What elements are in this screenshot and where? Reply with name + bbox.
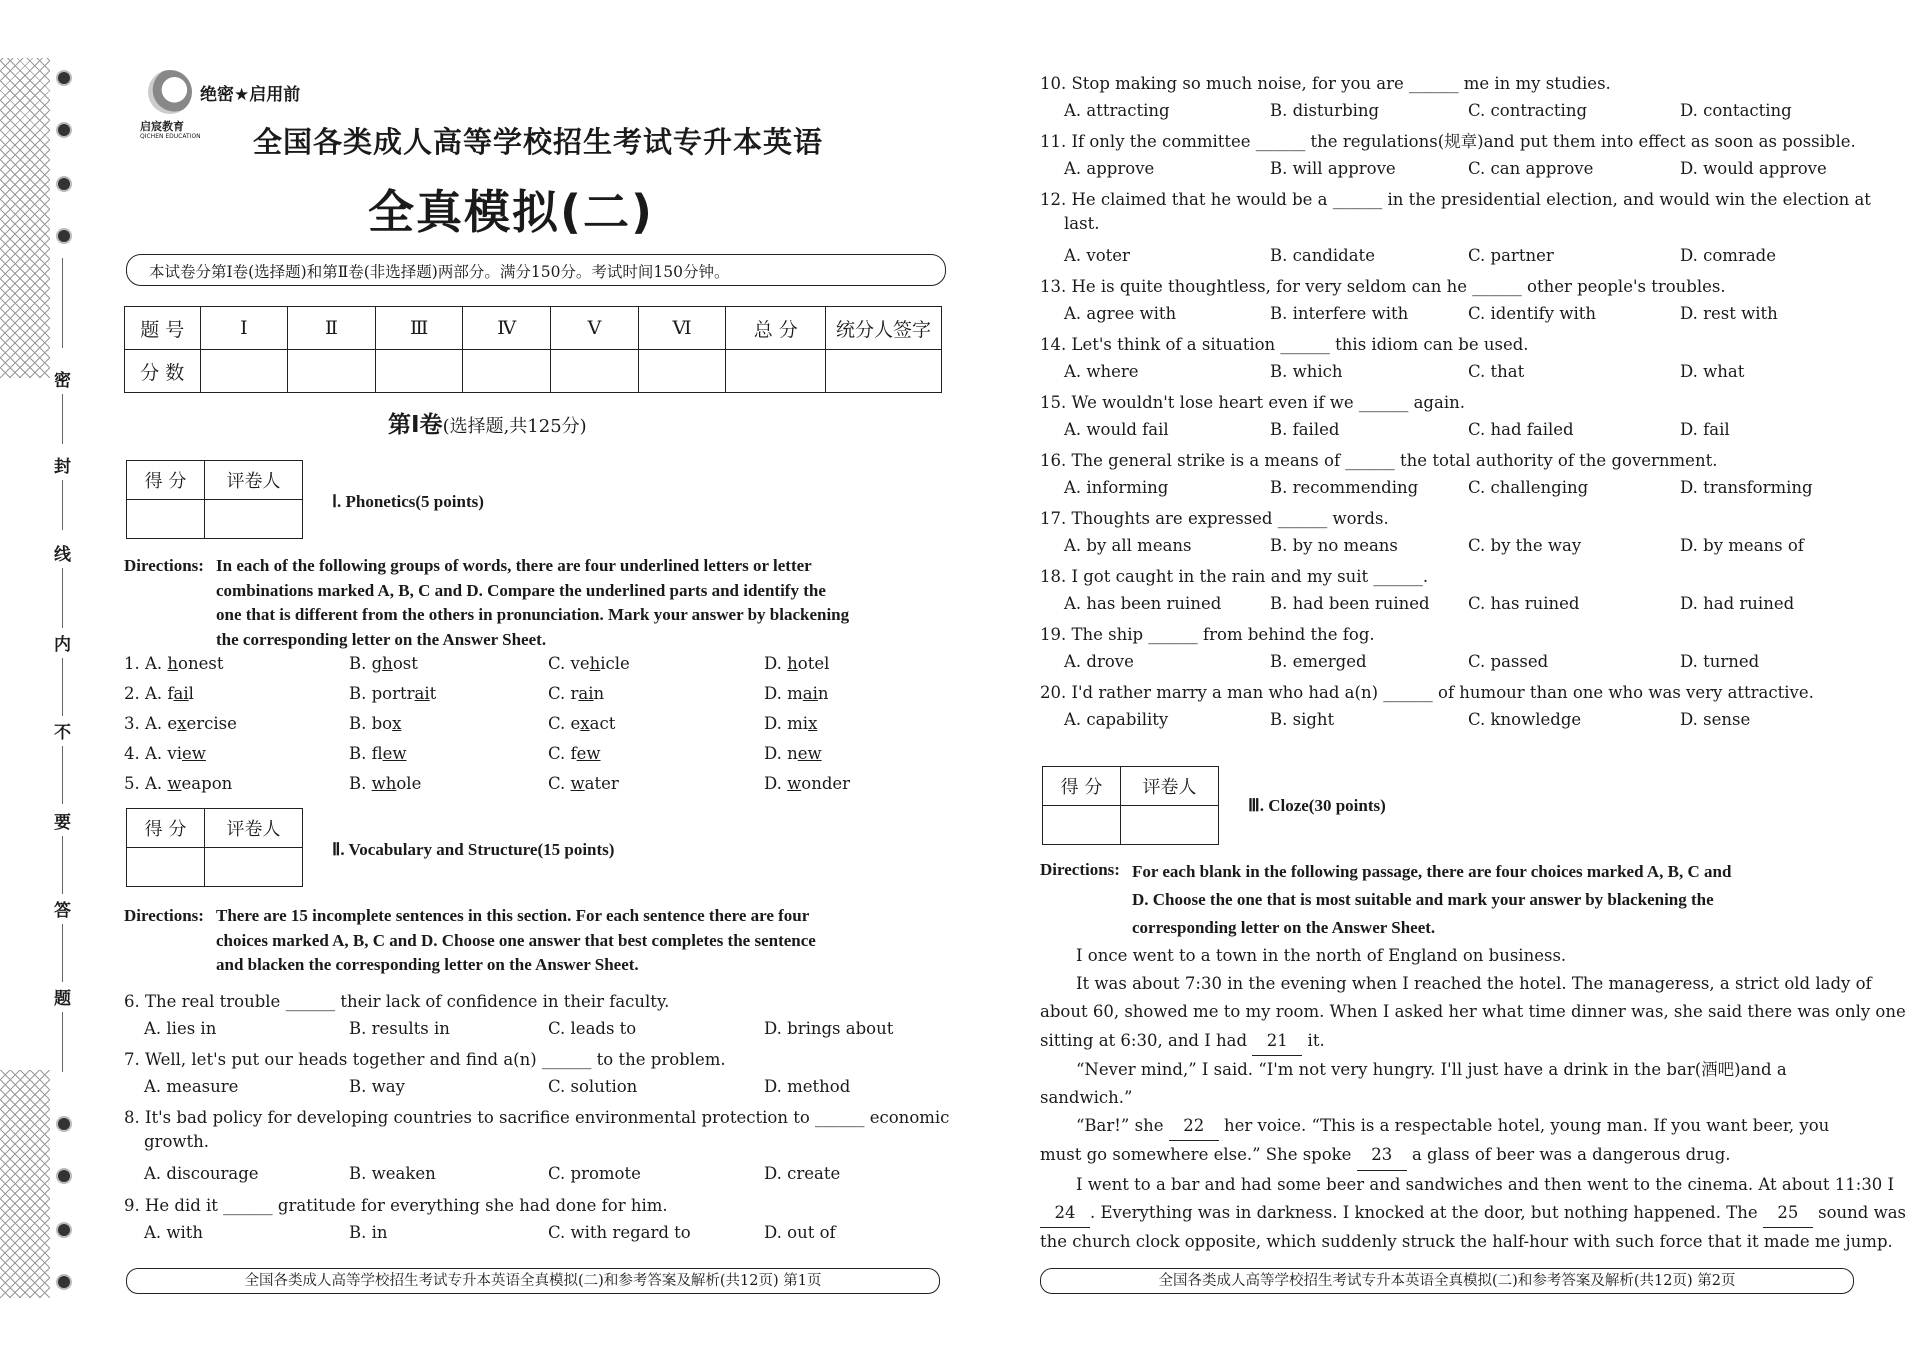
option-c: [548, 742, 601, 766]
score-cell: Ⅵ: [638, 307, 726, 350]
item-number: 3. A.: [124, 714, 168, 733]
question-item: [1040, 681, 1862, 739]
grader-input[interactable]: [1121, 806, 1219, 845]
passage-line: the church clock opposite, which suddenly struck the half-hour with such force that it made me jump.: [1040, 1232, 1893, 1252]
binding-strip: [0, 58, 80, 1298]
grader-input[interactable]: [1043, 806, 1121, 845]
question-item: [1040, 391, 1862, 449]
seal-char: 题: [54, 989, 71, 1009]
word-part: n: [817, 684, 829, 703]
word-part: D.: [764, 774, 788, 793]
option-c: C. leads to: [548, 1019, 637, 1038]
underlined-part: ai: [578, 684, 594, 703]
underlined-part: ai: [173, 684, 189, 703]
cloze-passage: [1040, 942, 1907, 1256]
question-text: 20. I'd rather marry a man who had a(n) ______ of humour than one who was very attractive.: [1040, 683, 1814, 702]
exam-notice: 本试卷分第Ⅰ卷(选择题)和第Ⅱ卷(非选择题)两部分。满分150分。考试时间150分钟。: [149, 263, 730, 281]
page-2: [1030, 58, 1907, 1298]
score-cell: Ⅰ: [200, 307, 288, 350]
option-c: C. solution: [548, 1077, 638, 1096]
word-part: onder: [801, 774, 851, 793]
question-text: 9. He did it ______ gratitude for everything she had done for him.: [124, 1196, 668, 1215]
question-text: 12. He claimed that he would be a ______ in the presidential election, and would win the election at: [1040, 190, 1871, 209]
option-a: A. where: [1064, 362, 1139, 381]
passage-line: about 60, showed me to my room. When I asked her what time dinner was, she said there was only one: [1040, 1002, 1906, 1022]
question-item: [1040, 333, 1862, 391]
question-item: [1040, 565, 1862, 623]
grader-box: [126, 808, 303, 887]
phonetics-item: [124, 772, 944, 802]
phonetics-list: [124, 652, 944, 802]
score-input-cell[interactable]: [826, 350, 942, 393]
passage-text: her voice. “This is a respectable hotel, young man. If you want beer, you: [1223, 1116, 1830, 1136]
seal-char: 要: [54, 813, 71, 833]
notice-box: [126, 254, 946, 286]
option-c: C. identify with: [1468, 304, 1596, 323]
score-input-cell[interactable]: [375, 350, 463, 393]
option-c: C. partner: [1468, 246, 1554, 265]
option-a: A. discourage: [144, 1164, 259, 1183]
word-part: ercise: [186, 714, 237, 733]
question-text: 15. We wouldn't lose heart even if we ______ again.: [1040, 393, 1465, 412]
passage-text: sound was: [1818, 1202, 1907, 1222]
directions-line: D. Choose the one that is most suitable and mark your answer by blackening the: [1132, 890, 1714, 909]
score-input-cell[interactable]: [726, 350, 826, 393]
passage-line: “Never mind,” I said. “I'm not very hungry. I'll just have a drink in the bar(酒吧)and a: [1076, 1059, 1787, 1079]
directions-line: and blacken the corresponding letter on the Answer Sheet.: [216, 955, 639, 974]
option-c: C. knowledge: [1468, 710, 1582, 729]
seal-char: 封: [54, 457, 71, 477]
option-c: C. by the way: [1468, 536, 1582, 555]
option-b: [349, 712, 401, 736]
word-part: C. e: [548, 714, 581, 733]
page-footer: 全国各类成人高等学校招生考试专升本英语全真模拟(二)和参考答案及解析(共12页) 第2页: [1040, 1268, 1854, 1294]
option-c: [548, 712, 615, 736]
option-d: D. what: [1680, 362, 1745, 381]
cloze-blank-25[interactable]: 25: [1763, 1199, 1813, 1228]
page-1: [118, 58, 948, 1298]
page-footer: 全国各类成人高等学校招生考试专升本英语全真模拟(二)和参考答案及解析(共12页) 第1页: [126, 1268, 940, 1294]
option-b: B. results in: [349, 1019, 450, 1038]
question-text: 8. It's bad policy for developing countries to sacrifice environmental protection to ______ economic: [124, 1108, 950, 1127]
score-row-label: 分 数: [125, 350, 201, 393]
option-d: D. sense: [1680, 710, 1751, 729]
word-part: ater: [584, 774, 619, 793]
question-item: [1040, 449, 1862, 507]
binding-dash: [62, 836, 63, 894]
option-d: D. rest with: [1680, 304, 1778, 323]
section-3-title: Ⅲ. Cloze(30 points): [1248, 796, 1386, 815]
option-c: [548, 682, 604, 706]
directions-line: In each of the following groups of words, there are four underlined letters or letter: [216, 556, 812, 575]
question-text-cont: last.: [1064, 214, 1100, 233]
grader-input[interactable]: [127, 848, 205, 887]
word-part: C. ve: [548, 654, 590, 673]
option-d: [764, 772, 850, 796]
seal-char: 答: [54, 901, 71, 921]
phonetics-item: [124, 712, 944, 742]
option-a: A. attracting: [1064, 101, 1170, 120]
directions-line: the corresponding letter on the Answer Sheet.: [216, 629, 547, 649]
cloze-blank-23[interactable]: 23: [1357, 1141, 1407, 1170]
passage-line: [1040, 1199, 1907, 1228]
volume-title: 第Ⅰ卷: [388, 412, 443, 438]
option-a: A. lies in: [144, 1019, 217, 1038]
word-part: B.: [349, 654, 372, 673]
seal-char: 线: [54, 545, 71, 565]
binding-hole: [58, 178, 70, 190]
word-part: ole: [396, 774, 422, 793]
option-b: B. candidate: [1270, 246, 1375, 265]
section-1-directions-label: Directions:: [124, 556, 204, 575]
option-b: B. by no means: [1270, 536, 1398, 555]
logo-text: 启宸教育: [140, 120, 184, 133]
option-b: B. emerged: [1270, 652, 1367, 671]
directions-line: For each blank in the following passage, there are four choices marked A, B, C and: [1132, 862, 1732, 881]
word-part: D. n: [764, 744, 798, 763]
word-part: vi: [167, 744, 183, 763]
option-c: C. had failed: [1468, 420, 1574, 439]
directions-line: one that is different from the others in pronunciation. Mark your answer by blackening: [216, 605, 850, 624]
score-table-header: [125, 307, 942, 350]
score-cell: 题 号: [125, 307, 201, 350]
option-d: D. by means of: [1680, 536, 1804, 555]
binding-hatch-bottom: [0, 1070, 50, 1298]
grader-label: 评卷人: [205, 809, 303, 848]
section-2-directions: [216, 904, 942, 978]
score-input-cell[interactable]: [551, 350, 639, 393]
option-a: A. would fail: [1064, 420, 1169, 439]
option-b: B. way: [349, 1077, 405, 1096]
passage-line: [1040, 1112, 1862, 1141]
option-a: A. measure: [144, 1077, 239, 1096]
section-1-directions: [216, 554, 942, 652]
option-c: C. contracting: [1468, 101, 1588, 120]
score-input-cell[interactable]: [463, 350, 551, 393]
option-d: [764, 742, 822, 766]
question-text: 11. If only the committee ______ the regulations(规章)and put them into effect as soon as possible.: [1040, 132, 1856, 151]
option-b: [349, 652, 418, 676]
binding-hole: [58, 1118, 70, 1130]
binding-dash: [62, 658, 63, 716]
question-item: [124, 1048, 944, 1106]
score-cell: 总 分: [726, 307, 826, 350]
passage-line: [1040, 1141, 1862, 1170]
option-b: B. had been ruined: [1270, 594, 1430, 613]
word-part: otel: [797, 654, 830, 673]
option-c: [548, 772, 619, 796]
option-c: C. promote: [548, 1164, 641, 1183]
section-2-directions-label: Directions:: [124, 906, 204, 925]
binding-dash: [62, 746, 63, 804]
word-part: eapon: [181, 774, 233, 793]
directions-line: There are 15 incomplete sentences in this section. For each sentence there are four: [216, 906, 810, 925]
confidential-label: 绝密★启用前: [200, 85, 301, 105]
underlined-part: w: [570, 774, 585, 793]
word-part: B. fl: [349, 744, 383, 763]
binding-dash: [62, 1012, 63, 1072]
passage-line: I went to a bar and had some beer and sandwiches and then went to the cinema. At about 11:30 I: [1076, 1174, 1895, 1194]
question-text: 10. Stop making so much noise, for you are ______ me in my studies.: [1040, 74, 1611, 93]
underlined-part: ew: [182, 744, 206, 763]
word-part: t: [429, 684, 437, 703]
directions-line: choices marked A, B, C and D. Choose one answer that best completes the sentence: [216, 930, 816, 950]
binding-dash: [62, 394, 63, 444]
option-d: D. would approve: [1680, 159, 1827, 178]
option-d: D. method: [764, 1077, 851, 1096]
item-number: 2. A.: [124, 684, 168, 703]
question-text: 17. Thoughts are expressed ______ words.: [1040, 509, 1389, 528]
underlined-part: x: [177, 714, 187, 733]
option-b: [349, 742, 407, 766]
option-b: B. which: [1270, 362, 1343, 381]
option-b: B. disturbing: [1270, 101, 1380, 120]
question-text: 6. The real trouble ______ their lack of confidence in their faculty.: [124, 992, 670, 1011]
underlined-part: ai: [802, 684, 818, 703]
question-item: [1040, 623, 1862, 681]
underlined-part: x: [392, 714, 402, 733]
word-part: C. f: [548, 744, 577, 763]
score-input-cell[interactable]: [638, 350, 726, 393]
word-part: B. portr: [349, 684, 415, 703]
item-number: 1. A.: [124, 654, 168, 673]
option-a: A. by all means: [1064, 536, 1192, 555]
word-part: n: [593, 684, 605, 703]
question-item: [1040, 188, 1871, 275]
option-d: D. fail: [1680, 420, 1730, 439]
passage-line: It was about 7:30 in the evening when I reached the hotel. The manageress, a strict old lady of: [1076, 974, 1872, 994]
score-cell: Ⅲ: [375, 307, 463, 350]
logo-icon: [148, 70, 192, 114]
option-c: [548, 652, 630, 676]
binding-dash: [62, 924, 63, 982]
section-3-directions: [1132, 858, 1852, 942]
logo-subtext: QICHEN EDUCATION: [140, 133, 201, 140]
option-c: C. can approve: [1468, 159, 1594, 178]
word-part: C.: [548, 774, 571, 793]
option-a: A. capability: [1064, 710, 1169, 729]
word-part: B. bo: [349, 714, 393, 733]
option-a: A. voter: [1064, 246, 1130, 265]
option-c: C. that: [1468, 362, 1525, 381]
section-3-directions-label: Directions:: [1040, 860, 1120, 879]
passage-line: sandwich.”: [1040, 1088, 1133, 1108]
underlined-part: ai: [414, 684, 430, 703]
score-table: [124, 306, 942, 393]
grader-label: 得 分: [127, 461, 205, 500]
volume-note: (选择题,共125分): [442, 416, 587, 437]
section-2-title: Ⅱ. Vocabulary and Structure(15 points): [332, 840, 615, 859]
phonetics-item: [124, 652, 944, 682]
question-item: [124, 990, 944, 1048]
option-d: D. out of: [764, 1223, 836, 1242]
option-b: B. in: [349, 1223, 388, 1242]
underlined-part: wh: [371, 774, 397, 793]
question-text: 14. Let's think of a situation ______ this idiom can be used.: [1040, 335, 1529, 354]
score-cell: 统分人签字: [826, 307, 942, 350]
grader-box: [1042, 766, 1219, 845]
grader-input[interactable]: [205, 500, 303, 539]
passage-line: I once went to a town in the north of England on business.: [1076, 946, 1567, 965]
passage-text: “Bar!” she: [1076, 1116, 1164, 1136]
underlined-part: x: [580, 714, 590, 733]
option-d: D. create: [764, 1164, 841, 1183]
phonetics-item: [124, 682, 944, 712]
option-a: A. drove: [1064, 652, 1134, 671]
underlined-part: w: [787, 774, 802, 793]
question-text: 19. The ship ______ from behind the fog.: [1040, 625, 1375, 644]
option-c: C. challenging: [1468, 478, 1589, 497]
grader-box: [126, 460, 303, 539]
word-part: C. r: [548, 684, 579, 703]
grader-label: 评卷人: [1121, 767, 1219, 806]
passage-text: must go somewhere else.” She spoke: [1040, 1145, 1352, 1165]
option-b: B. recommending: [1270, 478, 1419, 497]
score-cell: Ⅴ: [551, 307, 639, 350]
binding-hole: [58, 124, 70, 136]
option-a: A. agree with: [1064, 304, 1177, 323]
binding-dash: [62, 568, 63, 628]
binding-dash: [62, 258, 63, 348]
underlined-part: gh: [371, 654, 393, 673]
underlined-part: ew: [576, 744, 601, 763]
exam-subtitle: 全真模拟(二): [368, 185, 655, 239]
underlined-part: h: [787, 654, 798, 673]
binding-hole: [58, 1224, 70, 1236]
exam-title: 全国各类成人高等学校招生考试专升本英语: [253, 125, 824, 159]
seal-char: 密: [54, 371, 71, 391]
grader-label: 得 分: [127, 809, 205, 848]
passage-text: sitting at 6:30, and I had: [1040, 1030, 1248, 1050]
option-d: D. turned: [1680, 652, 1760, 671]
item-number: 4. A.: [124, 744, 168, 763]
question-text: 13. He is quite thoughtless, for very seldom can he ______ other people's troubles.: [1040, 277, 1726, 296]
score-cell: Ⅳ: [463, 307, 551, 350]
option-a: A. informing: [1064, 478, 1169, 497]
option-d: D. brings about: [764, 1019, 894, 1038]
underlined-part: w: [167, 774, 182, 793]
word-part: D. m: [764, 684, 803, 703]
binding-hatch-top: [0, 58, 50, 378]
option-c: C. passed: [1468, 652, 1549, 671]
option-b: B. interfere with: [1270, 304, 1409, 323]
passage-line: [1040, 1027, 1862, 1056]
question-text: 7. Well, let's put our heads together and find a(n) ______ to the problem.: [124, 1050, 726, 1069]
option-d: [764, 652, 829, 676]
question-item: [1040, 507, 1862, 565]
passage-text: . Everything was in darkness. I knocked at the door, but nothing happened. The: [1090, 1202, 1758, 1222]
passage-text: a glass of beer was a dangerous drug.: [1411, 1145, 1731, 1165]
underlined-part: h: [589, 654, 601, 673]
question-text-cont: growth.: [144, 1132, 210, 1151]
option-d: D. comrade: [1680, 246, 1777, 265]
question-text: 16. The general strike is a means of ______ the total authority of the government.: [1040, 451, 1718, 470]
option-a: A. with: [144, 1223, 204, 1242]
binding-hole: [58, 1170, 70, 1182]
underlined-part: ew: [382, 744, 407, 763]
word-part: ost: [392, 654, 418, 673]
question-text: 18. I got caught in the rain and my suit ______.: [1040, 567, 1429, 586]
grader-label: 评卷人: [205, 461, 303, 500]
seal-char: 内: [54, 635, 71, 655]
underlined-part: x: [808, 714, 818, 733]
item-number: 5. A.: [124, 774, 168, 793]
binding-hole: [58, 1276, 70, 1288]
question-item: [1040, 72, 1862, 130]
phonetics-item: [124, 742, 944, 772]
cloze-blank-21[interactable]: 21: [1252, 1027, 1302, 1056]
score-input-cell[interactable]: [200, 350, 288, 393]
cloze-blank-24[interactable]: 24: [1040, 1199, 1090, 1228]
question-list: [124, 990, 950, 1252]
question-item: [124, 1194, 944, 1252]
option-b: B. will approve: [1270, 159, 1396, 178]
option-b: B. weaken: [349, 1164, 436, 1183]
option-b: [349, 682, 436, 706]
directions-line: combinations marked A, B, C and D. Compare the underlined parts and identify the: [216, 580, 826, 600]
directions-line: corresponding letter on the Answer Sheet.: [1132, 918, 1436, 937]
score-table-row: [125, 350, 942, 393]
word-part: B.: [349, 774, 372, 793]
question-item: [1040, 275, 1862, 333]
word-part: icle: [600, 654, 630, 673]
binding-dash: [62, 480, 63, 530]
underlined-part: h: [167, 654, 179, 673]
word-part: l: [188, 684, 194, 703]
option-b: B. sight: [1270, 710, 1335, 729]
option-d: [764, 712, 817, 736]
word-part: onest: [178, 654, 224, 673]
option-a: A. approve: [1064, 159, 1155, 178]
option-d: [764, 682, 829, 706]
grader-label: 得 分: [1043, 767, 1121, 806]
binding-hole: [58, 72, 70, 84]
underlined-part: ew: [797, 744, 822, 763]
question-item: [1040, 130, 1862, 188]
option-a: A. has been ruined: [1064, 594, 1222, 613]
question-list: [1040, 72, 1871, 739]
word-part: D. mi: [764, 714, 809, 733]
score-input-cell[interactable]: [288, 350, 376, 393]
option-d: D. transforming: [1680, 478, 1813, 497]
word-part: f: [167, 684, 174, 703]
grader-input[interactable]: [205, 848, 303, 887]
option-c: C. with regard to: [548, 1223, 691, 1242]
option-d: D. contacting: [1680, 101, 1792, 120]
volume-heading: [388, 406, 587, 439]
question-item: [124, 1106, 950, 1194]
word-part: D.: [764, 654, 788, 673]
word-part: e: [167, 714, 178, 733]
passage-text: it.: [1307, 1030, 1325, 1050]
seal-char: 不: [54, 723, 71, 743]
section-1-title: Ⅰ. Phonetics(5 points): [332, 492, 484, 511]
binding-hole: [58, 230, 70, 242]
word-part: act: [589, 714, 616, 733]
option-b: B. failed: [1270, 420, 1340, 439]
grader-input[interactable]: [127, 500, 205, 539]
score-cell: Ⅱ: [288, 307, 376, 350]
cloze-blank-22[interactable]: 22: [1169, 1112, 1219, 1141]
option-c: C. has ruined: [1468, 594, 1580, 613]
option-d: D. had ruined: [1680, 594, 1795, 613]
option-b: [349, 772, 421, 796]
